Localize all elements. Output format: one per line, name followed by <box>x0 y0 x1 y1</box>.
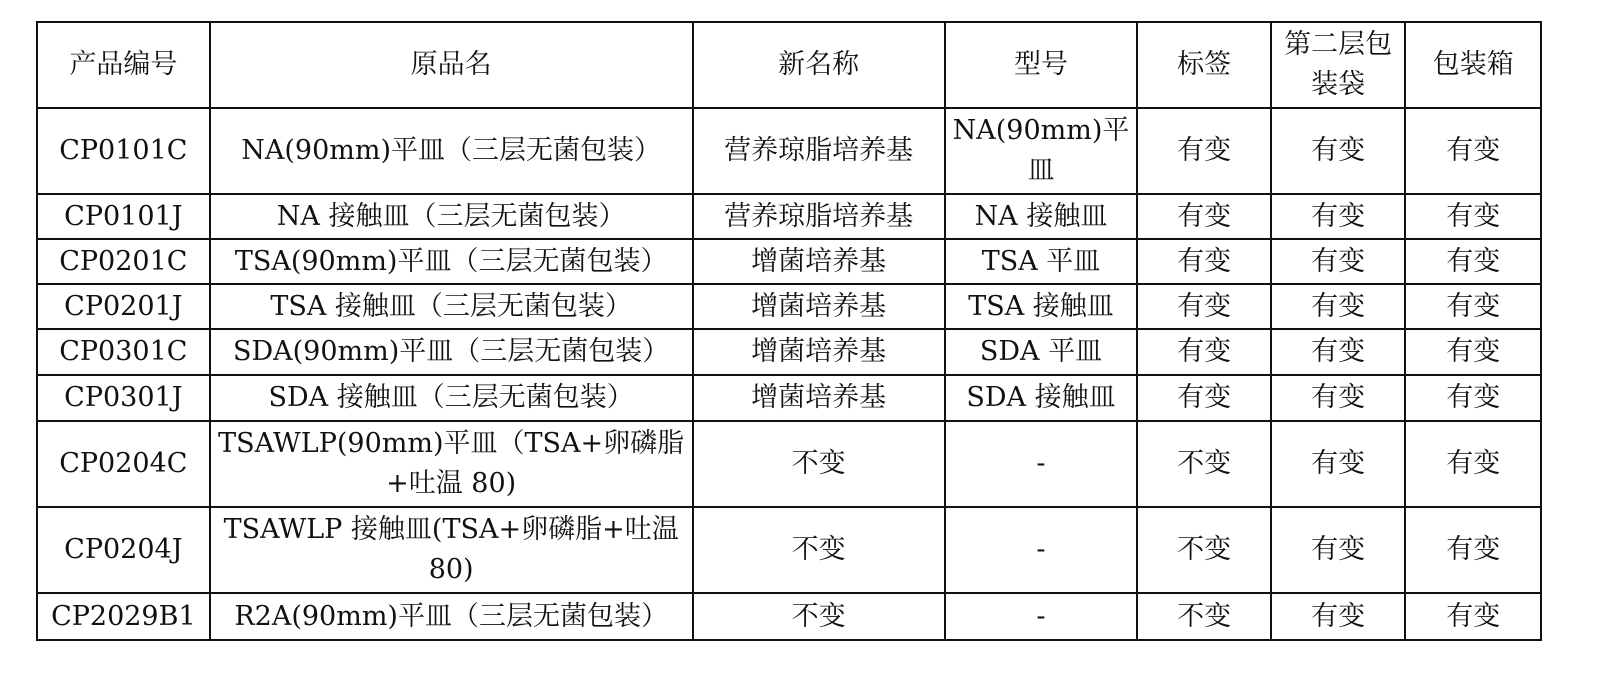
cell-product-code: CP0201J <box>37 284 210 329</box>
table-row <box>37 375 1541 421</box>
cell-carton: 有变 <box>1405 239 1541 284</box>
cell-label: 有变 <box>1137 375 1271 421</box>
cell-product-code: CP0101C <box>37 108 210 194</box>
cell-carton: 有变 <box>1405 194 1541 239</box>
cell-second-layer-bag: 有变 <box>1271 421 1406 507</box>
header-second-layer-bag: 第二层包装袋 <box>1271 22 1406 108</box>
cell-product-code: CP2029B1 <box>37 593 210 640</box>
cell-second-layer-bag: 有变 <box>1271 375 1406 421</box>
table-row <box>37 194 1541 239</box>
cell-new-name: 营养琼脂培养基 <box>693 194 945 239</box>
cell-second-layer-bag: 有变 <box>1271 239 1406 284</box>
cell-model: NA 接触皿 <box>945 194 1138 239</box>
table-row <box>37 108 1541 194</box>
table-row <box>37 421 1541 507</box>
cell-label: 不变 <box>1137 593 1271 640</box>
cell-second-layer-bag: 有变 <box>1271 194 1406 239</box>
table-row <box>37 329 1541 375</box>
cell-product-code: CP0204J <box>37 507 210 593</box>
cell-model: SDA 接触皿 <box>945 375 1138 421</box>
cell-original-name: NA 接触皿（三层无菌包装） <box>210 194 693 239</box>
cell-carton: 有变 <box>1405 421 1541 507</box>
cell-carton: 有变 <box>1405 329 1541 375</box>
cell-carton: 有变 <box>1405 108 1541 194</box>
header-product-code: 产品编号 <box>37 22 210 108</box>
cell-original-name: NA(90mm)平皿（三层无菌包装） <box>210 108 693 194</box>
cell-label: 有变 <box>1137 108 1271 194</box>
header-carton: 包装箱 <box>1405 22 1541 108</box>
cell-original-name: TSA(90mm)平皿（三层无菌包装） <box>210 239 693 284</box>
cell-carton: 有变 <box>1405 284 1541 329</box>
cell-original-name: TSAWLP(90mm)平皿（TSA+卵磷脂+吐温 80) <box>210 421 693 507</box>
table-row <box>37 284 1541 329</box>
cell-model: - <box>945 507 1138 593</box>
cell-carton: 有变 <box>1405 507 1541 593</box>
cell-new-name: 不变 <box>693 593 945 640</box>
cell-product-code: CP0204C <box>37 421 210 507</box>
cell-product-code: CP0201C <box>37 239 210 284</box>
product-change-table <box>36 21 1542 641</box>
table-header <box>37 22 1541 108</box>
cell-model: - <box>945 421 1138 507</box>
cell-original-name: SDA(90mm)平皿（三层无菌包装） <box>210 329 693 375</box>
header-new-name: 新名称 <box>693 22 945 108</box>
cell-model: - <box>945 593 1138 640</box>
cell-new-name: 增菌培养基 <box>693 375 945 421</box>
cell-product-code: CP0301J <box>37 375 210 421</box>
cell-model: TSA 平皿 <box>945 239 1138 284</box>
table-row <box>37 239 1541 284</box>
cell-second-layer-bag: 有变 <box>1271 507 1406 593</box>
cell-second-layer-bag: 有变 <box>1271 108 1406 194</box>
header-label: 标签 <box>1137 22 1271 108</box>
header-original-name: 原品名 <box>210 22 693 108</box>
cell-new-name: 营养琼脂培养基 <box>693 108 945 194</box>
cell-original-name: SDA 接触皿（三层无菌包装） <box>210 375 693 421</box>
cell-second-layer-bag: 有变 <box>1271 329 1406 375</box>
cell-model: TSA 接触皿 <box>945 284 1138 329</box>
cell-label: 不变 <box>1137 421 1271 507</box>
header-model: 型号 <box>945 22 1138 108</box>
cell-new-name: 增菌培养基 <box>693 284 945 329</box>
table-row <box>37 593 1541 640</box>
cell-label: 有变 <box>1137 284 1271 329</box>
cell-label: 有变 <box>1137 239 1271 284</box>
cell-new-name: 不变 <box>693 421 945 507</box>
cell-second-layer-bag: 有变 <box>1271 284 1406 329</box>
cell-original-name: TSA 接触皿（三层无菌包装） <box>210 284 693 329</box>
cell-carton: 有变 <box>1405 375 1541 421</box>
cell-new-name: 增菌培养基 <box>693 329 945 375</box>
cell-label: 有变 <box>1137 194 1271 239</box>
table-body <box>37 108 1541 640</box>
cell-new-name: 增菌培养基 <box>693 239 945 284</box>
cell-product-code: CP0101J <box>37 194 210 239</box>
table-row <box>37 507 1541 593</box>
cell-new-name: 不变 <box>693 507 945 593</box>
cell-label: 不变 <box>1137 507 1271 593</box>
cell-product-code: CP0301C <box>37 329 210 375</box>
cell-second-layer-bag: 有变 <box>1271 593 1406 640</box>
cell-model: SDA 平皿 <box>945 329 1138 375</box>
header-row <box>37 22 1541 108</box>
cell-original-name: R2A(90mm)平皿（三层无菌包装） <box>210 593 693 640</box>
cell-carton: 有变 <box>1405 593 1541 640</box>
cell-model: NA(90mm)平皿 <box>945 108 1138 194</box>
cell-original-name: TSAWLP 接触皿(TSA+卵磷脂+吐温 80) <box>210 507 693 593</box>
cell-label: 有变 <box>1137 329 1271 375</box>
